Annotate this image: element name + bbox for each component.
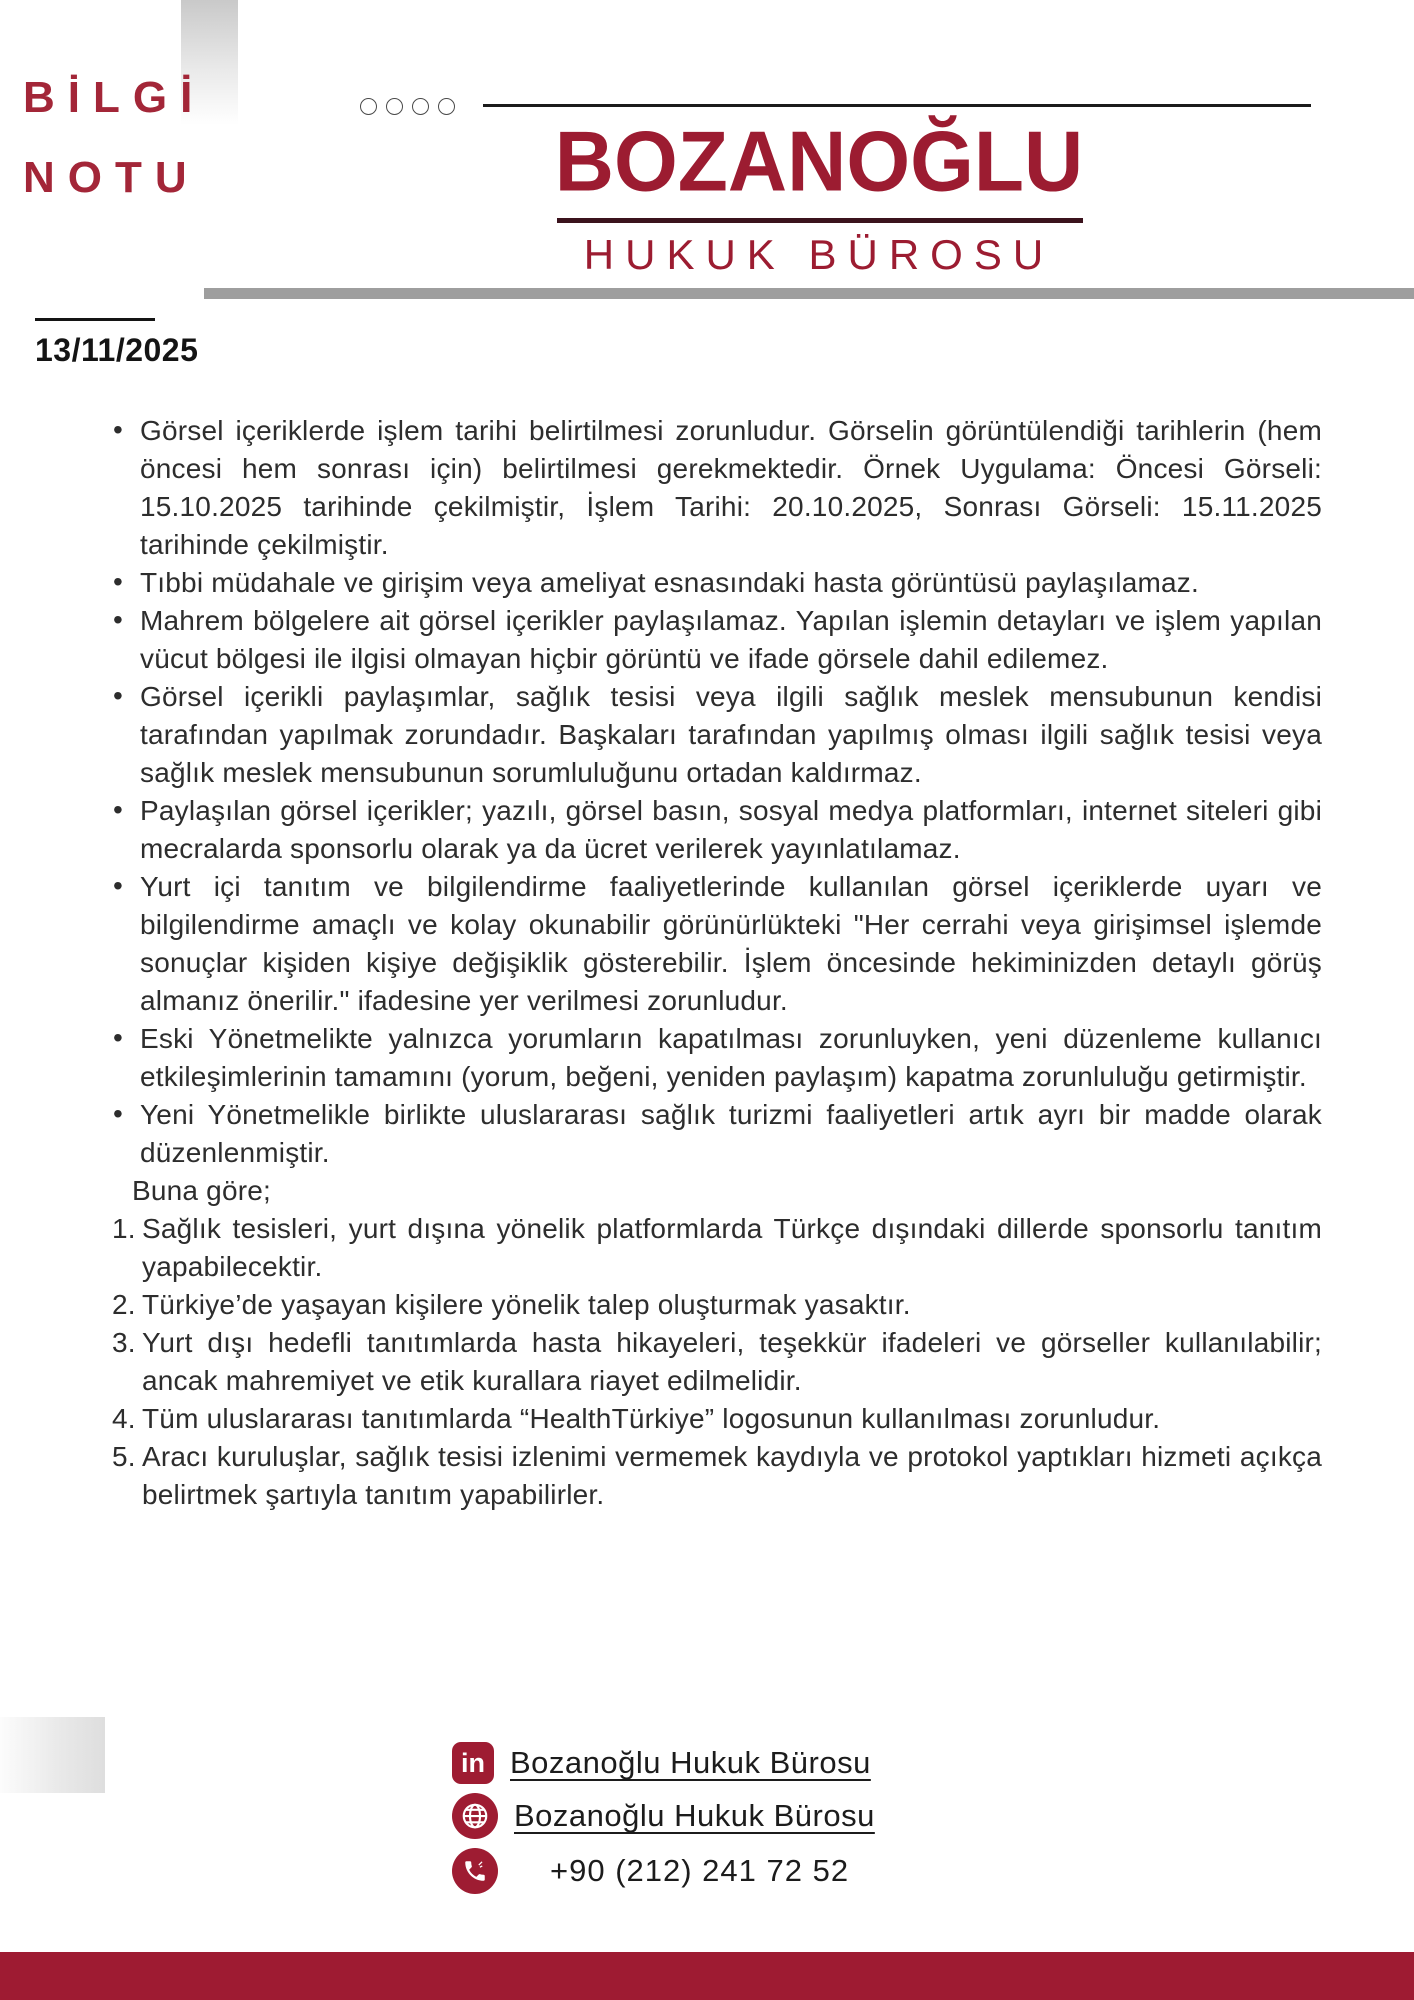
numbered-text: Türkiye’de yaşayan kişilere yönelik talep oluşturmak yasaktır. <box>142 1289 911 1320</box>
phone-icon[interactable] <box>452 1848 498 1894</box>
numbered-item <box>110 1438 1322 1514</box>
document-date: 13/11/2025 <box>35 332 199 368</box>
header-horizontal-rule <box>483 104 1311 107</box>
number-marker: 3. <box>112 1327 136 1358</box>
numbered-text: Sağlık tesisleri, yurt dışına yönelik platformlarda Türkçe dışındaki dillerde sponsorlu tanıtım yapabilecektir. <box>142 1213 1322 1282</box>
number-marker: 2. <box>112 1289 136 1320</box>
numbered-text: Aracı kuruluşlar, sağlık tesisi izlenimi vermemek kaydıyla ve protokol yaptıkları hizmeti açıkça belirtmek şartıyla tanıtım yapabilirler. <box>142 1441 1322 1510</box>
phone-number[interactable]: +90 (212) 241 72 52 <box>550 1853 850 1888</box>
numbered-item <box>110 1210 1322 1286</box>
numbered-item <box>110 1286 1322 1324</box>
logo-underline <box>557 218 1083 223</box>
circle-icon <box>360 98 377 115</box>
bullet-item <box>110 792 1322 868</box>
globe-icon-svg <box>460 1801 490 1831</box>
numbered-item <box>110 1324 1322 1400</box>
interlude-text: Buna göre; <box>132 1175 271 1206</box>
bullet-text: Mahrem bölgelere ait görsel içerikler paylaşılamaz. Yapılan işlemin detayları ve işlem yapılan vücut bölgesi ile ilgisi olmayan hiçbir görüntü ve ifade görsele dahil edilemez. <box>140 605 1322 674</box>
date-rule <box>35 318 155 321</box>
bullet-item <box>110 678 1322 792</box>
bottom-maroon-bar <box>0 1952 1414 2000</box>
circle-icon <box>438 98 455 115</box>
linkedin-row <box>452 1742 875 1784</box>
bullet-text: Görsel içerikli paylaşımlar, sağlık tesisi veya ilgili sağlık meslek mensubunun kendisi tarafından yapılmak zorundadır. Başkaları tarafından yapılmış olması ilgili sağlık tesisi veya sağlık meslek mensubunun sorumluluğunu ortadan kaldırmaz. <box>140 681 1322 788</box>
title-line-1: BİLGİ <box>23 73 206 122</box>
phone-row <box>452 1848 875 1894</box>
bullet-text: Eski Yönetmelikte yalnızca yorumların kapatılması zorunluyken, yeni düzenleme kullanıcı etkileşimlerinin tamamını (yorum, beğeni, yeniden paylaşım) kapatma zorunluluğu getirmiştir. <box>140 1023 1322 1092</box>
document-body <box>110 412 1322 1514</box>
numbered-item <box>110 1400 1322 1438</box>
circle-icon <box>386 98 403 115</box>
bullet-item <box>110 564 1322 602</box>
bullet-item <box>110 1020 1322 1096</box>
firm-logo-subtitle: HUKUK BÜROSU <box>583 231 1055 278</box>
number-marker: 1. <box>112 1213 136 1244</box>
linkedin-icon[interactable] <box>452 1742 494 1784</box>
bullet-text: Görsel içeriklerde işlem tarihi belirtilmesi zorunludur. Görselin görüntülendiği tarihlerin (hem öncesi hem sonrası için) belirtilmesi gerekmektedir. Örnek Uygulama: Öncesi Görseli: 15.10.2025 tarihinde çekilmiştir, İşlem Tarihi: 20.10.2025, Sonrası Görseli: 15.11.2025 tarihinde çekilmiştir. <box>140 415 1322 560</box>
linkedin-icon-text: in <box>461 1747 485 1778</box>
bullet-item <box>110 868 1322 1020</box>
footer-contact-block <box>452 1742 875 1903</box>
globe-icon[interactable] <box>452 1793 498 1839</box>
bullet-text: Yeni Yönetmelikle birlikte uluslararası sağlık turizmi faaliyetleri artık ayrı bir madde olarak düzenlenmiştir. <box>140 1099 1322 1168</box>
website-row <box>452 1793 875 1839</box>
numbered-text: Yurt dışı hedefli tanıtımlarda hasta hikayeleri, teşekkür ifadeleri ve görseller kullanılabilir; ancak mahremiyet ve etik kurallara riayet edilmelidir. <box>142 1327 1322 1396</box>
number-marker: 4. <box>112 1403 136 1434</box>
header-gray-bar <box>204 288 1414 299</box>
decorative-circles <box>360 98 455 115</box>
website-link[interactable]: Bozanoğlu Hukuk Bürosu <box>514 1798 875 1833</box>
phone-icon-svg <box>462 1858 488 1884</box>
document-type-title <box>23 58 205 218</box>
linkedin-link[interactable]: Bozanoğlu Hukuk Bürosu <box>510 1745 871 1780</box>
numbered-text: Tüm uluslararası tanıtımlarda “HealthTürkiye” logosunun kullanılması zorunludur. <box>142 1403 1161 1434</box>
firm-logo-name: BOZANOĞLU <box>554 114 1084 210</box>
left-gradient-rect <box>0 1717 105 1793</box>
bullet-item <box>110 602 1322 678</box>
bullet-item <box>110 1096 1322 1172</box>
title-line-2: NOTU <box>23 153 200 202</box>
bullet-text: Paylaşılan görsel içerikler; yazılı, görsel basın, sosyal medya platformları, internet siteleri gibi mecralarda sponsorlu olarak ya da ücret verilerek yayınlatılamaz. <box>140 795 1322 864</box>
bullet-text: Tıbbi müdahale ve girişim veya ameliyat esnasındaki hasta görüntüsü paylaşılamaz. <box>140 567 1199 598</box>
circle-icon <box>412 98 429 115</box>
bullet-item <box>110 412 1322 564</box>
bullet-text: Yurt içi tanıtım ve bilgilendirme faaliyetlerinde kullanılan görsel içeriklerde uyarı ve bilgilendirme amaçlı ve kolay okunabilir görünürlükteki "Her cerrahi veya girişimsel işlemde sonuçlar kişiden kişiye değişiklik gösterebilir. İşlem öncesinde hekiminizden detaylı görüş almanız önerilir." ifadesine yer verilmesi zorunludur. <box>140 871 1322 1016</box>
number-marker: 5. <box>112 1441 136 1472</box>
